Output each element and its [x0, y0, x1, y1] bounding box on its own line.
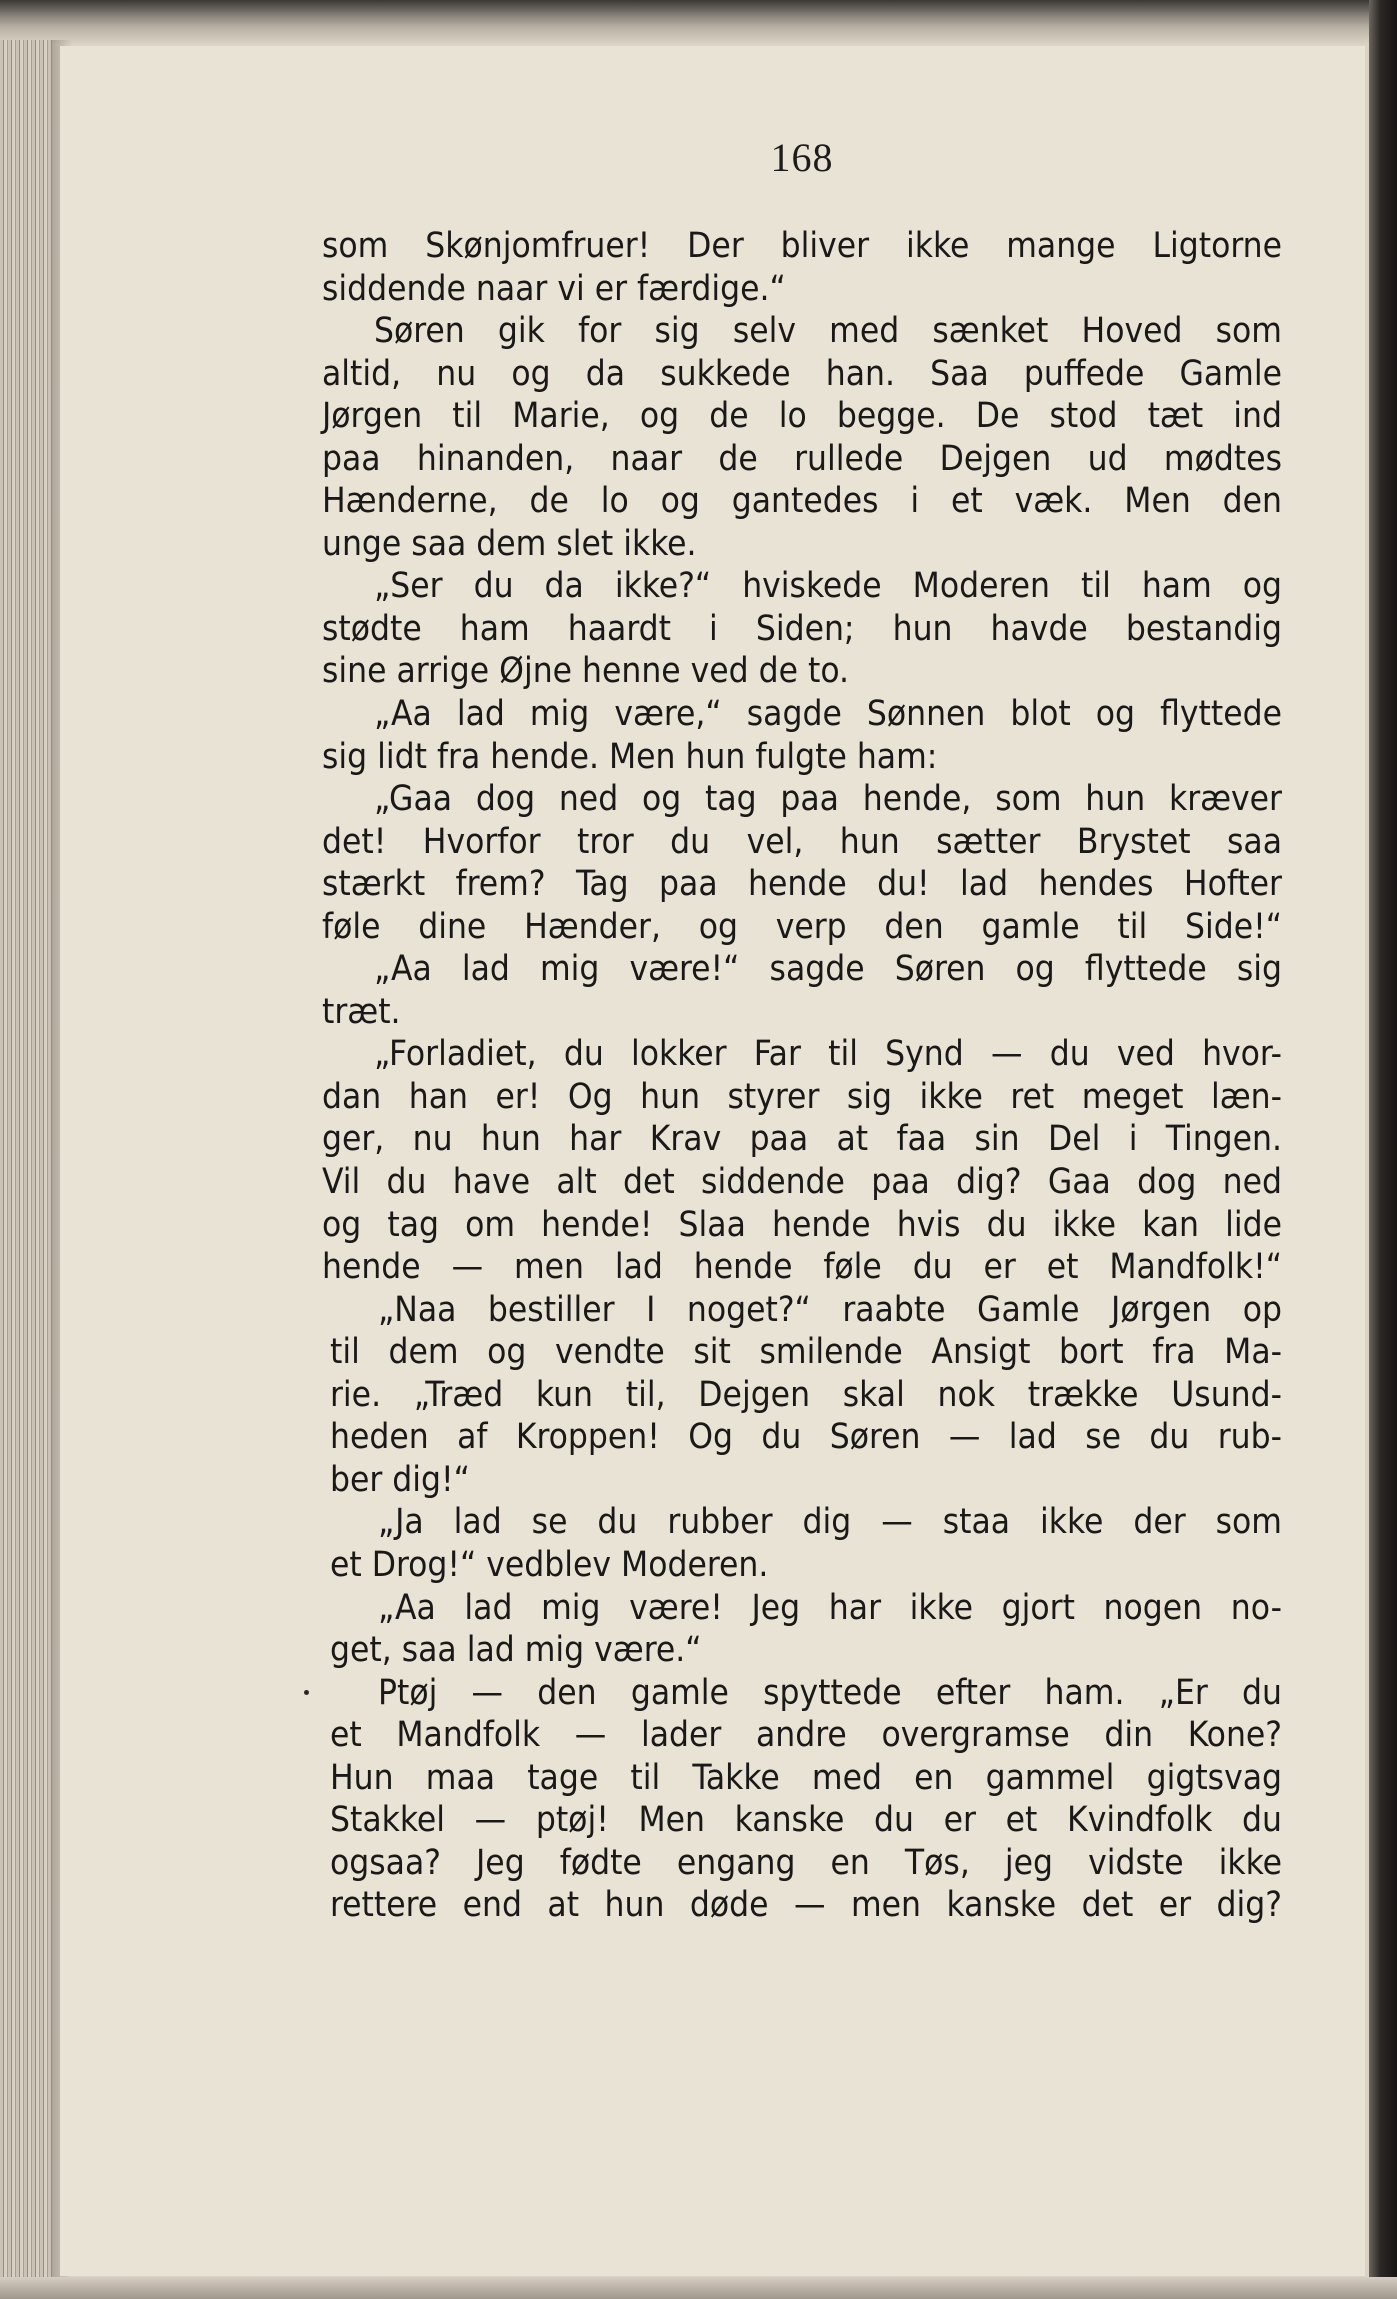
text-line: Jørgen til Marie, og de lo begge. De stod tæt ind [322, 396, 1282, 437]
text-line: unge saa dem slet ikke. [322, 523, 697, 564]
text-line: ogsaa? Jeg fødte engang en Tøs, jeg vidste ikke [330, 1842, 1282, 1883]
text-line: heden af Kroppen! Og du Søren — lad se du rub- [330, 1417, 1282, 1458]
text-line: stødte ham haardt i Siden; hun havde bestandig [322, 608, 1282, 649]
text-line: ber dig!“ [330, 1459, 470, 1500]
text-line: Hun maa tage til Takke med en gammel gigtsvag [330, 1757, 1282, 1798]
text-line: træt. [322, 991, 401, 1032]
text-line: hende — men lad hende føle du er et Mandfolk!“ [322, 1247, 1282, 1288]
text-line: Vil du have alt det siddende paa dig? Gaa dog ned [322, 1162, 1282, 1203]
text-line: siddende naar vi er færdige.“ [322, 268, 786, 309]
text-line: føle dine Hænder, og verp den gamle til Side!“ [322, 906, 1282, 947]
text-line: „Gaa dog ned og tag paa hende, som hun kræver [374, 779, 1282, 820]
text-line: „Ja lad se du rubber dig — staa ikke der som [378, 1502, 1282, 1543]
book-spine [1369, 0, 1397, 2299]
text-line: „Aa lad mig være! Jeg har ikke gjort nogen no- [378, 1587, 1282, 1628]
text-line: „Aa lad mig være!“ sagde Søren og flyttede sig [374, 949, 1282, 990]
text-line: Hænderne, de lo og gantedes i et væk. Men den [322, 481, 1282, 522]
text-line: ger, nu hun har Krav paa at faa sin Del i Tingen. [322, 1119, 1282, 1160]
text-line: rettere end at hun døde — men kanske det er dig? [330, 1885, 1282, 1926]
text-line: Stakkel — ptøj! Men kanske du er et Kvindfolk du [330, 1800, 1282, 1841]
text-line: paa hinanden, naar de rullede Dejgen ud mødtes [322, 438, 1282, 479]
text-line: stærkt frem? Tag paa hende du! lad hendes Hofter [322, 864, 1282, 905]
text-line: sig lidt fra hende. Men hun fulgte ham: [322, 736, 938, 777]
text-line: som Skønjomfruer! Der bliver ikke mange Ligtorne [322, 226, 1282, 266]
text-line: Ptøj — den gamle spyttede efter ham. „Er du [378, 1672, 1282, 1713]
text-line: „Naa bestiller I noget?“ raabte Gamle Jørgen op [378, 1289, 1282, 1330]
text-line: Søren gik for sig selv med sænket Hoved som [374, 311, 1282, 352]
stacked-page-edges [0, 40, 52, 2299]
page-number: 168 [770, 135, 834, 180]
text-line: „Ser du da ikke?“ hviskede Moderen til ham og [374, 566, 1282, 607]
ink-speck [304, 1690, 309, 1695]
book-top-edge [0, 0, 1397, 46]
text-line: „Forladiet, du lokker Far til Synd — du ved hvor- [374, 1034, 1282, 1075]
text-line: get, saa lad mig være.“ [330, 1630, 702, 1671]
text-line: sine arrige Øjne henne ved de to. [322, 651, 850, 692]
text-line: „Aa lad mig være,“ sagde Sønnen blot og flyttede [374, 694, 1282, 735]
text-line: dan han er! Og hun styrer sig ikke ret meget læn- [322, 1076, 1282, 1117]
text-line: rie. „Træd kun til, Dejgen skal nok trække Usund- [330, 1374, 1282, 1415]
book-bottom-edge [0, 2277, 1397, 2299]
text-line: og tag om hende! Slaa hende hvis du ikke kan lide [322, 1204, 1282, 1245]
body-text [322, 225, 1282, 1927]
text-line: et Mandfolk — lader andre overgramse din Kone? [330, 1715, 1282, 1756]
text-line: til dem og vendte sit smilende Ansigt bort fra Ma- [330, 1332, 1282, 1373]
text-line: det! Hvorfor tror du vel, hun sætter Brystet saa [322, 821, 1282, 862]
text-line: altid, nu og da sukkede han. Saa puffede Gamle [322, 353, 1282, 394]
text-line: et Drog!“ vedblev Moderen. [330, 1544, 769, 1585]
